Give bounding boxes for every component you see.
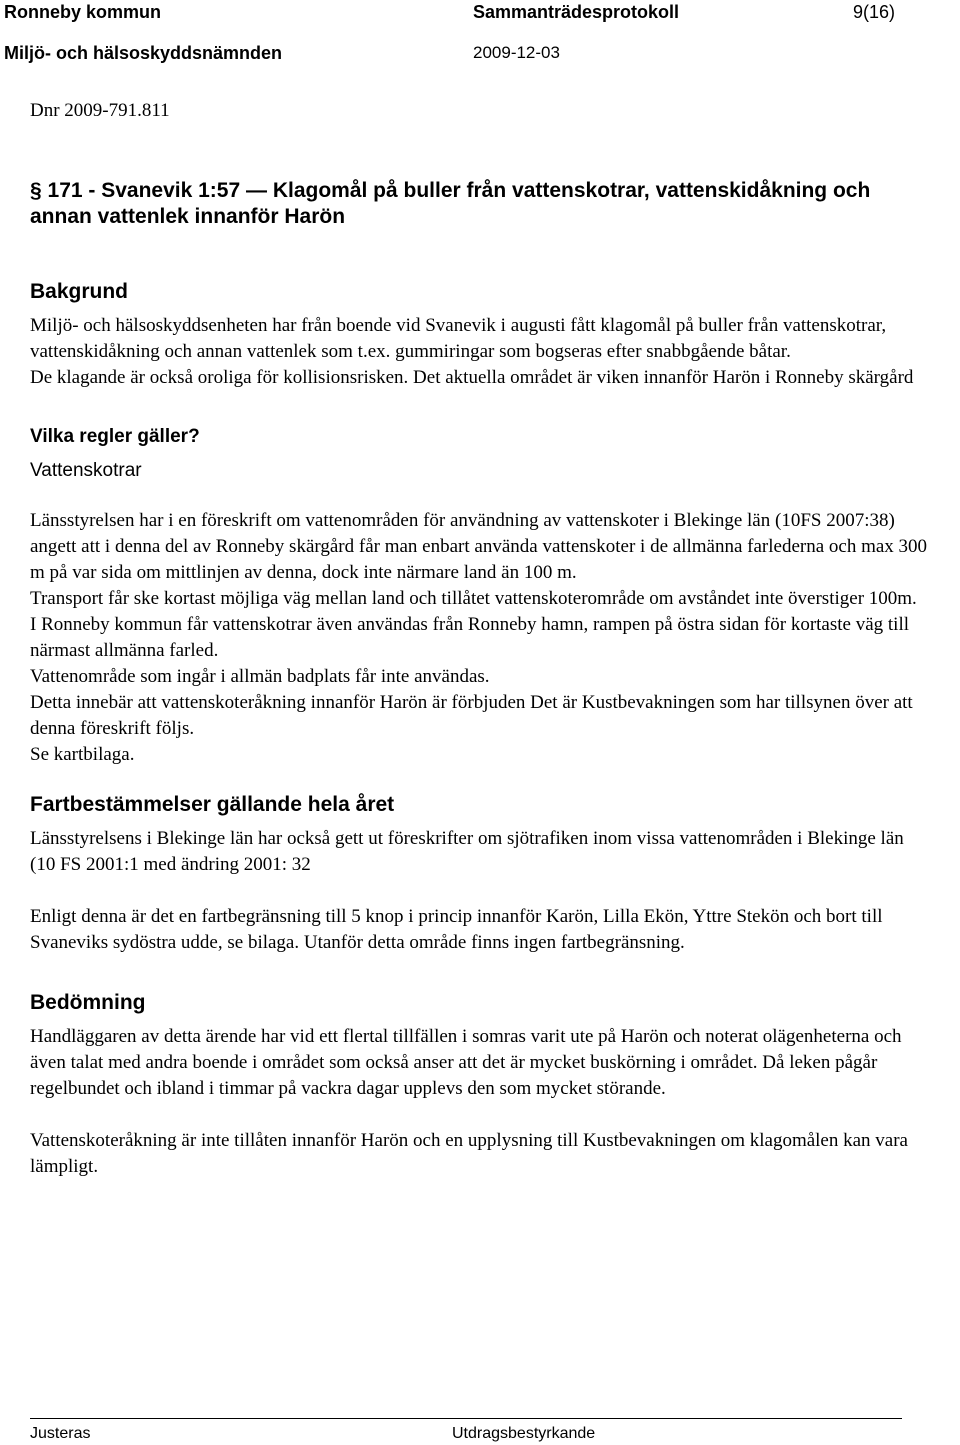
header-date: 2009-12-03 [473, 43, 560, 62]
regler-paragraph-6: Se kartbilaga. [30, 744, 135, 765]
header-committee: Miljö- och hälsoskyddsnämnden [4, 43, 283, 63]
heading-vilka-regler: Vilka regler gäller? [30, 426, 200, 447]
case-title: § 171 - Svanevik 1:57 — Klagomål på buller från vattenskotrar, vattenskidåkning och annan vattenlek innanför Harön [30, 179, 871, 228]
fart-paragraph-2: Enligt denna är det en fartbegränsning till 5 knop i princip innanför Karön, Lilla Ekön, Yttre Stekön och bort till Svaneviks sydöstra udde, se bilaga. Utanför detta område finns ingen fartbegränsning. [30, 906, 883, 953]
bakgrund-paragraph-1: Miljö- och hälsoskyddsenheten har från boende vid Svanevik i augusti fått klagomål på buller från vattenskotrar, vattenskidåkning och annan vattenlek som t.ex. gummiringar som bogseras efter snabbgående båtar. [30, 315, 887, 362]
fart-paragraph-1: Länsstyrelsens i Blekinge län har också gett ut föreskrifter om sjötrafiken inom vissa vattenområden i Blekinge län (10 FS 2001:1 med ändring 2001: 32 [30, 828, 904, 875]
heading-fartbestammelser: Fartbestämmelser gällande hela året [30, 793, 395, 816]
header-page-number: 9(16) [853, 2, 896, 22]
heading-bakgrund: Bakgrund [30, 280, 129, 303]
subheading-vattenskotrar: Vattenskotrar [30, 460, 142, 481]
footer-divider [30, 1418, 902, 1419]
case-number: Dnr 2009-791.811 [30, 100, 170, 121]
bedomning-paragraph-1: Handläggaren av detta ärende har vid ett flertal tillfällen i somras varit ute på Harön och noterat olägenheterna och även talat med andra boende i området som också anser att det är mycket buskörning i området. Då leken pågår regelbundet och ibland i timmar på vackra dagar upplevs den som mycket störande. [30, 1026, 902, 1099]
regler-paragraph-3: I Ronneby kommun får vattenskotrar även användas från Ronneby hamn, rampen på östra sidan för kortaste väg till närmast allmänna farled. [30, 614, 910, 661]
regler-paragraph-5: Detta innebär att vattenskoteråkning innanför Harön är förbjuden Det är Kustbevakningen som har tillsynen över att denna föreskrift följs. [30, 692, 913, 739]
regler-paragraph-2: Transport får ske kortast möjliga väg mellan land och tillåtet vattenskoterområde om avståndet inte överstiger 100m. [30, 588, 917, 609]
bedomning-paragraph-2: Vattenskoteråkning är inte tillåten innanför Harön och en upplysning till Kustbevakningen om klagomålen kan vara lämpligt. [30, 1130, 908, 1177]
regler-paragraph-1: Länsstyrelsen har i en föreskrift om vattenområden för användning av vattenskoter i Blekinge län (10FS 2007:38) angett att i denna del av Ronneby skärgård får man enbart använda vattenskoter i de allmänna farlederna och max 300 m på var sida om mittlinjen av denna, dock inte närmare land än 100 m. [30, 510, 928, 583]
bakgrund-paragraph-2: De klagande är också oroliga för kollisionsrisken. Det aktuella området är viken innanför Harön i Ronneby skärgård [30, 367, 914, 388]
footer-justeras: Justeras [30, 1425, 91, 1442]
heading-bedomning: Bedömning [30, 991, 146, 1014]
regler-paragraph-4: Vattenområde som ingår i allmän badplats får inte användas. [30, 666, 490, 687]
header-document-type: Sammanträdesprotokoll [473, 2, 680, 22]
document-body [30, 98, 930, 1180]
header-organization: Ronneby kommun [4, 2, 162, 22]
footer-utdragsbestyrkande: Utdragsbestyrkande [452, 1425, 596, 1442]
